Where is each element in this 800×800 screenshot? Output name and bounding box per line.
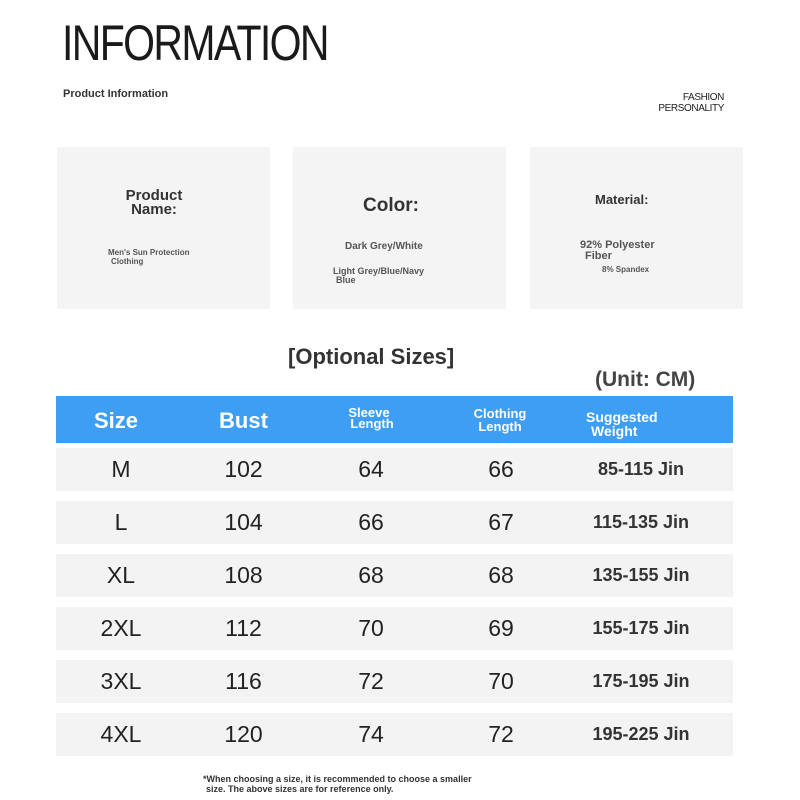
cell-weight: 195-225 Jin xyxy=(592,724,690,744)
cell-bust: 112 xyxy=(225,615,262,641)
header-cloth-line1: Clothing xyxy=(473,406,527,421)
cell-weight: 175-195 Jin xyxy=(592,671,690,691)
cell-sleeve: 70 xyxy=(358,615,384,641)
header-suggested-weight xyxy=(576,410,681,438)
cell-sleeve: 74 xyxy=(358,721,384,747)
cell-clothing: 69 xyxy=(488,615,514,641)
table-row xyxy=(56,501,733,544)
color-value-1: Dark Grey/White xyxy=(345,241,423,252)
cell-size: L xyxy=(114,509,128,535)
header-size: Size xyxy=(93,408,139,433)
header-weight-line2: Weight xyxy=(591,423,638,439)
product-name-value xyxy=(108,248,189,266)
cell-bust: 120 xyxy=(224,721,263,747)
cell-size: M xyxy=(111,456,131,482)
table-row xyxy=(56,448,733,491)
page-title: INFORMATION xyxy=(62,15,328,71)
cell-sleeve: 72 xyxy=(358,668,384,694)
cell-clothing: 68 xyxy=(488,562,514,588)
header-clothing-length xyxy=(455,407,545,433)
cell-bust: 102 xyxy=(224,456,263,482)
material-card xyxy=(530,147,743,309)
material-value-1-line2: Fiber xyxy=(585,250,612,262)
cell-clothing: 67 xyxy=(488,509,514,535)
cell-weight: 115-135 Jin xyxy=(592,512,690,532)
tagline-line1: FASHION xyxy=(682,92,724,103)
material-heading: Material: xyxy=(595,192,649,207)
color-heading: Color: xyxy=(363,195,419,216)
cell-clothing: 70 xyxy=(488,668,514,694)
header-weight-line1: Suggested xyxy=(586,409,658,425)
table-row xyxy=(56,554,733,597)
cell-bust: 108 xyxy=(224,562,263,588)
cell-size: XL xyxy=(106,562,136,588)
cell-sleeve: 68 xyxy=(358,562,384,588)
cell-size: 4XL xyxy=(100,721,142,747)
product-name-heading-line1: Product xyxy=(125,187,183,204)
cell-weight: 155-175 Jin xyxy=(592,618,690,638)
color-value-2 xyxy=(333,267,424,285)
table-row xyxy=(56,713,733,756)
header-bust: Bust xyxy=(219,408,268,433)
color-value-2-line1: Light Grey/Blue/Navy xyxy=(333,266,425,276)
table-row xyxy=(56,607,733,650)
tagline-line2: PERSONALITY xyxy=(658,103,724,114)
cell-bust: 104 xyxy=(224,509,263,535)
size-footnote xyxy=(203,774,583,794)
cell-clothing: 72 xyxy=(488,721,514,747)
footnote-line2: size. The above sizes are for reference only. xyxy=(206,784,394,794)
material-value-1-line1: 92% Polyester xyxy=(580,239,655,251)
sizes-title: [Optional Sizes] xyxy=(288,344,455,369)
cell-sleeve: 66 xyxy=(358,509,384,535)
product-name-value-line1: Men's Sun Protection xyxy=(108,248,190,257)
table-row xyxy=(56,660,733,703)
size-table-header xyxy=(56,396,733,443)
header-sleeve-length xyxy=(324,407,414,429)
header-cloth-line2: Length xyxy=(478,419,522,434)
section-subtitle: Product Information xyxy=(63,88,169,100)
tagline xyxy=(640,92,724,114)
cell-size: 2XL xyxy=(100,615,142,641)
header-sleeve-line1: Sleeve xyxy=(348,405,390,420)
footnote-line1: *When choosing a size, it is recommended to choose a smaller xyxy=(203,774,472,784)
material-value-2: 8% Spandex xyxy=(602,265,650,274)
product-name-heading xyxy=(119,189,189,217)
color-card xyxy=(293,147,506,309)
header-sleeve-line2: Length xyxy=(350,416,394,431)
unit-label: (Unit: CM) xyxy=(595,368,696,391)
product-name-heading-line2: Name: xyxy=(131,201,177,218)
cell-size: 3XL xyxy=(100,668,142,694)
cell-sleeve: 64 xyxy=(358,456,384,482)
material-value-1 xyxy=(580,240,655,262)
cell-clothing: 66 xyxy=(488,456,514,482)
cell-bust: 116 xyxy=(225,668,262,694)
product-name-value-line2: Clothing xyxy=(111,257,144,266)
cell-weight: 135-155 Jin xyxy=(592,565,690,585)
color-value-2-line2: Blue xyxy=(336,275,356,285)
cell-weight: 85-115 Jin xyxy=(597,459,685,479)
product-name-card xyxy=(57,147,270,309)
